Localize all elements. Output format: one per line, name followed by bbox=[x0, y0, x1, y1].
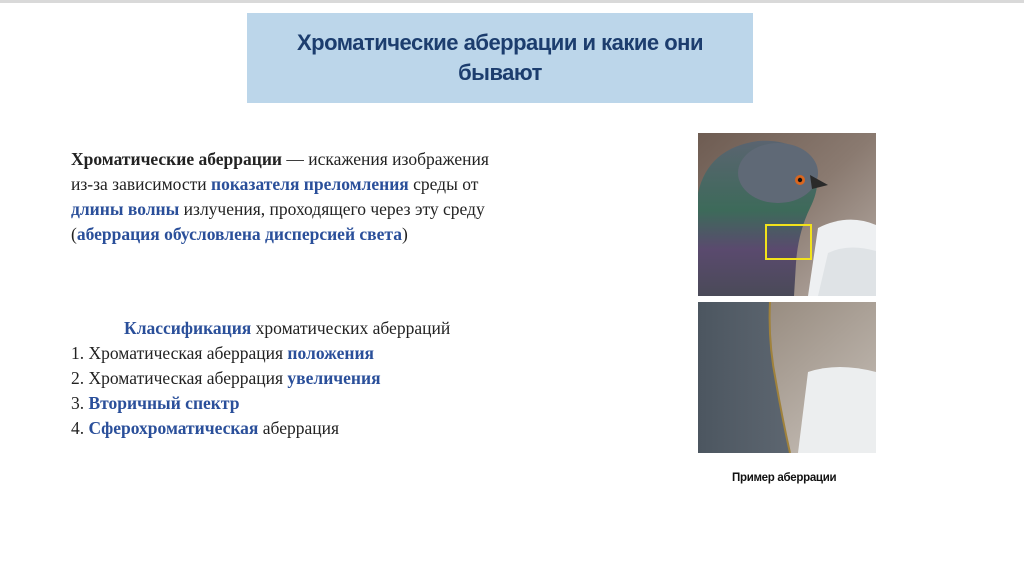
list-item-prefix: 3. bbox=[71, 393, 89, 413]
list-item-prefix: 2. Хроматическая аберрация bbox=[71, 368, 288, 388]
classification-heading-term: Классификация bbox=[124, 318, 252, 338]
classification-block bbox=[71, 316, 551, 441]
classification-heading-text: хроматических аберраций bbox=[251, 318, 451, 338]
definition-text-2: среды от bbox=[408, 174, 479, 194]
term-wavelength: длины волны bbox=[71, 199, 180, 219]
list-item-prefix: 1. Хроматическая аберрация bbox=[71, 343, 288, 363]
definition-text-1: — искажения изображения из-за зависимости bbox=[71, 149, 489, 194]
zoomed-photo-illustration bbox=[698, 302, 876, 453]
list-item-prefix: 4. bbox=[71, 418, 89, 438]
list-item bbox=[71, 366, 551, 391]
pigeon-photo-illustration bbox=[698, 133, 876, 296]
list-item-term: положения bbox=[287, 343, 375, 363]
list-item-term: Сферохроматическая bbox=[88, 418, 259, 438]
definition-term: Хроматические аберрации bbox=[71, 149, 282, 169]
zoomed-photo bbox=[698, 302, 876, 453]
definition-text-3: излучения, проходящего через эту среду ( bbox=[71, 199, 485, 244]
list-item-term: увеличения bbox=[287, 368, 381, 388]
term-refractive-index: показателя преломления bbox=[211, 174, 409, 194]
slide-title: Хроматические аберрации и какие они бывают bbox=[297, 30, 703, 85]
definition-paragraph bbox=[71, 147, 491, 247]
top-divider bbox=[0, 0, 1024, 3]
list-item-term: Вторичный спектр bbox=[88, 393, 240, 413]
classification-heading bbox=[71, 316, 551, 341]
list-item-suffix: аберрация bbox=[258, 418, 340, 438]
title-banner bbox=[247, 13, 753, 103]
list-item bbox=[71, 341, 551, 366]
list-item bbox=[71, 416, 551, 441]
pigeon-photo bbox=[698, 133, 876, 296]
list-item bbox=[71, 391, 551, 416]
definition-text-4: ) bbox=[401, 224, 408, 244]
term-dispersion: аберрация обусловлена дисперсией света bbox=[76, 224, 402, 244]
image-caption: Пример аберрации bbox=[732, 472, 837, 484]
